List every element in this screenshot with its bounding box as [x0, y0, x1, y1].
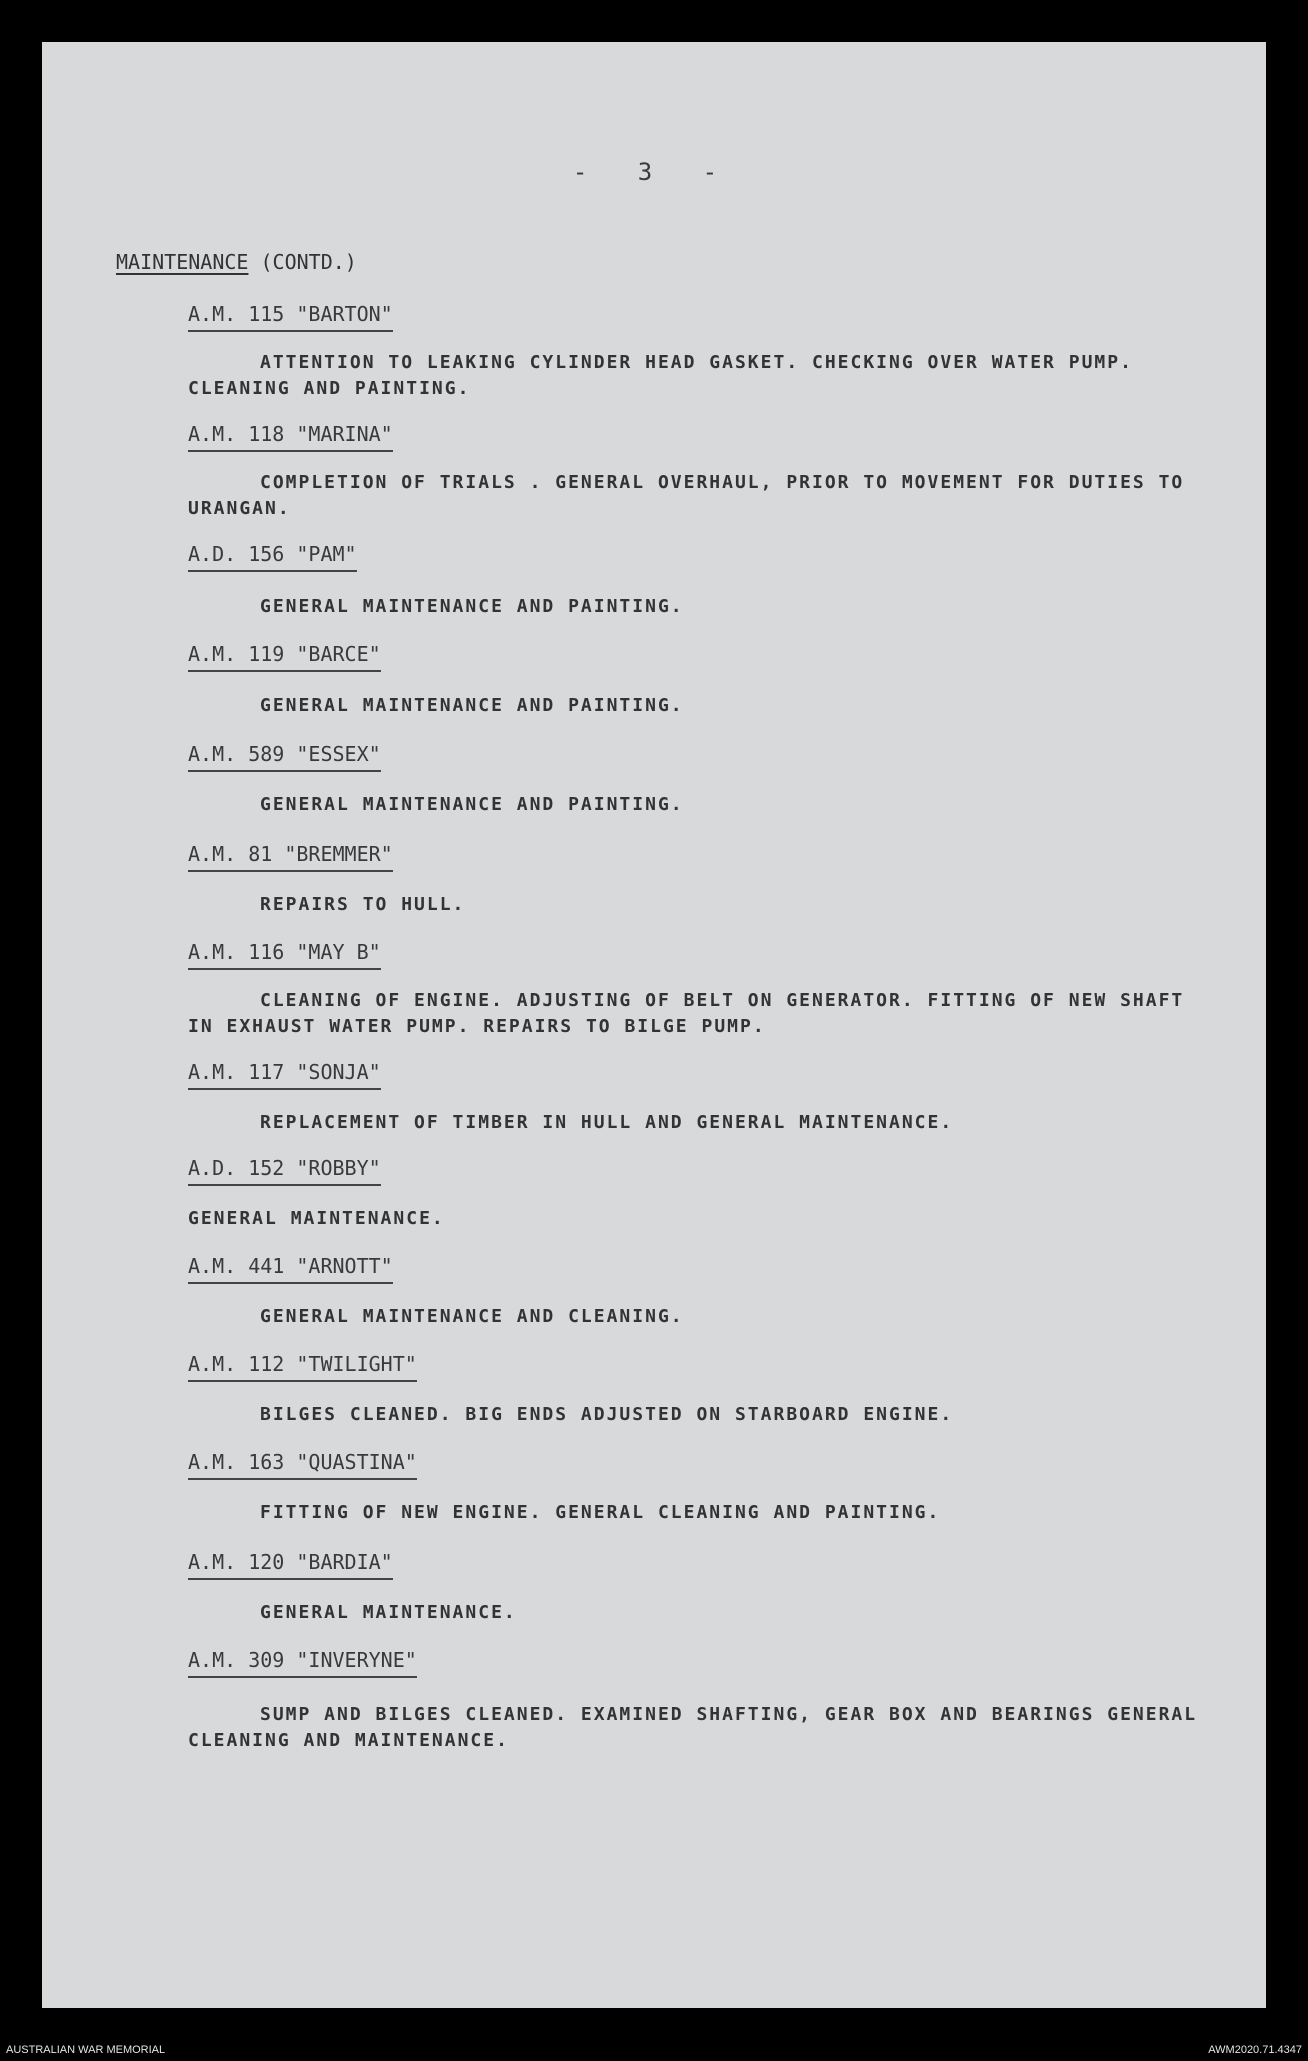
vessel-description: GENERAL MAINTENANCE AND PAINTING.: [260, 695, 684, 716]
vessel-description: REPAIRS TO HULL.: [260, 894, 466, 915]
section-heading: [116, 250, 357, 274]
section-suffix: (CONTD.): [260, 250, 357, 274]
vessel-description: COMPLETION OF TRIALS . GENERAL OVERHAUL, PRIOR TO MOVEMENT FOR DUTIES TO URANGAN.: [188, 472, 1185, 519]
vessel-title: A.D. 156 "PAM": [188, 542, 357, 572]
vessel-description: GENERAL MAINTENANCE AND PAINTING.: [260, 596, 684, 617]
footer-right-caption: AWM2020.71.4347: [1208, 2044, 1302, 2056]
section-title: MAINTENANCE: [116, 250, 249, 274]
vessel-description: GENERAL MAINTENANCE.: [260, 1602, 517, 1623]
vessel-description: REPLACEMENT OF TIMBER IN HULL AND GENERAL MAINTENANCE.: [260, 1112, 954, 1133]
vessel-description: CLEANING OF ENGINE. ADJUSTING OF BELT ON GENERATOR. FITTING OF NEW SHAFT IN EXHAUST WATER PUMP. REPAIRS TO BILGE PUMP.: [188, 990, 1185, 1037]
vessel-title: A.M. 117 "SONJA": [188, 1060, 381, 1090]
vessel-title: A.M. 589 "ESSEX": [188, 742, 381, 772]
vessel-title: A.M. 119 "BARCE": [188, 642, 381, 672]
vessel-title: A.M. 115 "BARTON": [188, 302, 393, 332]
vessel-description: BILGES CLEANED. BIG ENDS ADJUSTED ON STARBOARD ENGINE.: [260, 1404, 954, 1425]
vessel-title: A.M. 120 "BARDIA": [188, 1550, 393, 1580]
page-number: - 3 -: [572, 158, 736, 186]
document-page: [42, 42, 1266, 2008]
vessel-description: ATTENTION TO LEAKING CYLINDER HEAD GASKET. CHECKING OVER WATER PUMP. CLEANING AND PAINTING.: [188, 352, 1133, 399]
vessel-title: A.M. 118 "MARINA": [188, 422, 393, 452]
vessel-title: A.M. 116 "MAY B": [188, 940, 381, 970]
vessel-title: A.M. 163 "QUASTINA": [188, 1450, 417, 1480]
footer-left-caption: AUSTRALIAN WAR MEMORIAL: [6, 2044, 166, 2056]
vessel-title: A.M. 112 "TWILIGHT": [188, 1352, 417, 1382]
vessel-description: SUMP AND BILGES CLEANED. EXAMINED SHAFTING, GEAR BOX AND BEARINGS GENERAL CLEANING AND MAINTENANCE.: [188, 1704, 1198, 1751]
vessel-description: GENERAL MAINTENANCE.: [188, 1208, 445, 1229]
vessel-description: GENERAL MAINTENANCE AND PAINTING.: [260, 794, 684, 815]
vessel-title: A.M. 81 "BREMMER": [188, 842, 393, 872]
vessel-title: A.D. 152 "ROBBY": [188, 1156, 381, 1186]
vessel-title: A.M. 441 "ARNOTT": [188, 1254, 393, 1284]
vessel-description: GENERAL MAINTENANCE AND CLEANING.: [260, 1306, 684, 1327]
vessel-description: FITTING OF NEW ENGINE. GENERAL CLEANING AND PAINTING.: [260, 1502, 941, 1523]
vessel-title: A.M. 309 "INVERYNE": [188, 1648, 417, 1678]
